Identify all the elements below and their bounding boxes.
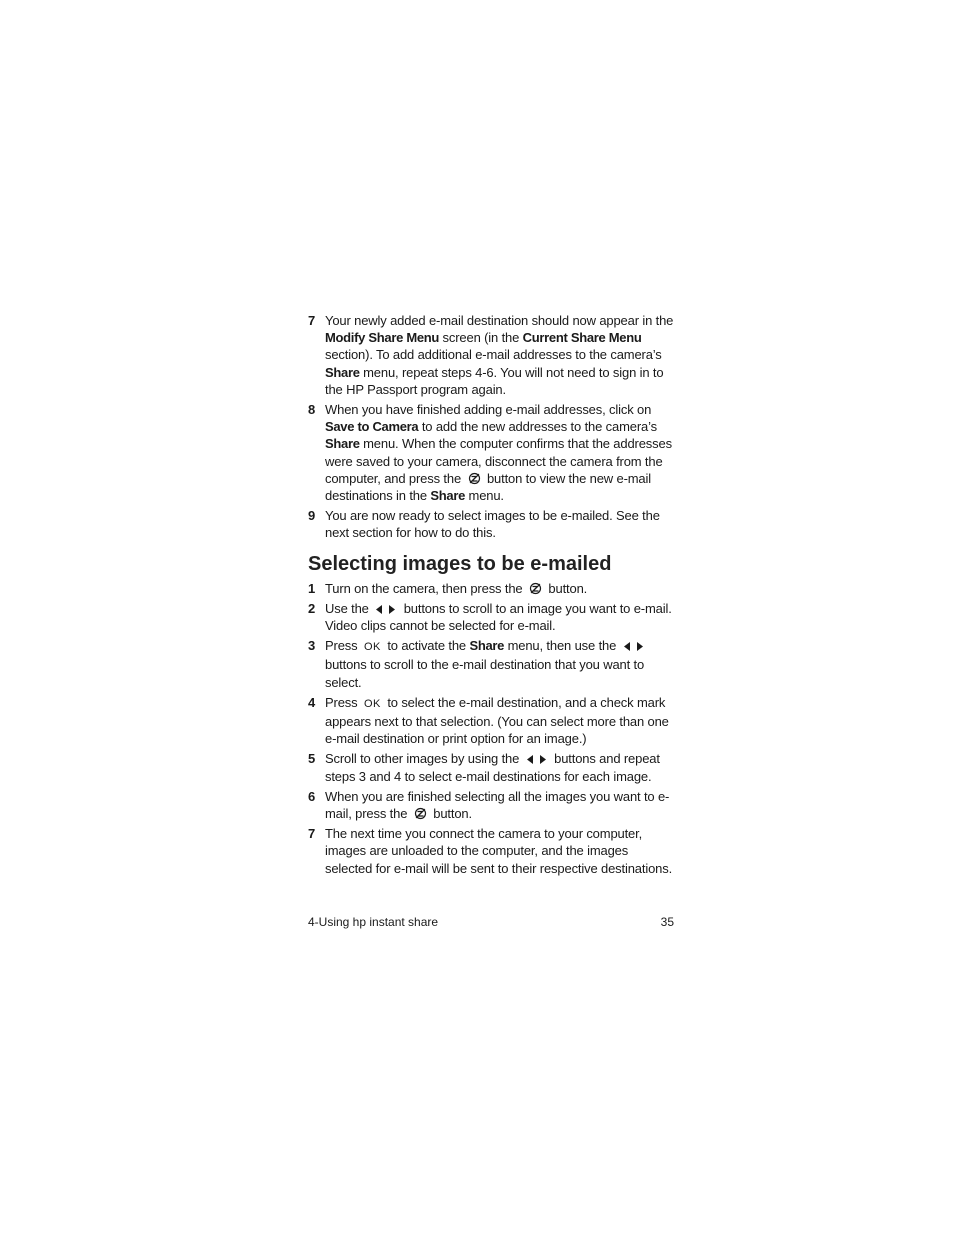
ui-term: Share [325,364,360,380]
page-footer [308,915,674,929]
share-button-icon [414,807,427,820]
left-right-arrows-icon [623,641,645,652]
ui-term: Share [469,638,505,654]
step-8: 8 When you have finished adding e-mail addresses, click on Save to Camera to add the new addresses to the camera’s Share menu. When the computer confirms that the addresses were saved to your camera, disconnect the camera from the computer, and press the button to view the new e-mail destinations in the Share menu. [308,402,672,504]
step-number: 9 [308,508,316,524]
step-number: 3 [308,638,316,654]
share-button-icon [468,472,481,485]
step-7b: 7 The next time you connect the camera to your computer, images are unloaded to the computer, and the images selected for e-mail will be sent to their respective destinations. [308,826,673,876]
step-4: 4 Press OK to select the e-mail destination, and a check mark appears next to that selection. (You can select more than one e-mail destination or print option for an image.) [308,694,669,747]
step-3: 3 Press OK to activate the Share menu, then use the buttons to scroll to the e-mail destination that you want to select. [308,638,645,690]
page-content [308,312,676,880]
step-6: 6 When you are finished selecting all the images you want to e-mail, press the button. [308,788,670,822]
step-number: 8 [308,402,316,418]
left-right-arrows-icon [375,604,397,615]
step-2: 2 Use the buttons to scroll to an image you want to e-mail. Video clips cannot be selected for e-mail. [308,600,672,634]
step-number: 4 [308,694,316,710]
ok-button-label: OK [363,697,381,710]
step-number: 2 [308,600,316,616]
ui-term: Save to Camera [325,419,419,435]
step-number: 7 [308,313,316,328]
left-right-arrows-icon [526,754,548,765]
step-number: 1 [308,580,316,596]
step-1: 1 Turn on the camera, then press the button. [308,580,588,596]
ui-term: Modify Share Menu [325,330,440,346]
page-number: 35 [660,915,674,929]
step-5: 5 Scroll to other images by using the buttons and repeat steps 3 and 4 to select e-mail destinations for each image. [308,751,660,784]
step-number: 7 [308,826,316,842]
ok-button-label: OK [363,641,381,654]
share-button-icon [529,582,542,595]
ui-term: Share [325,436,360,452]
step-number: 5 [308,751,316,767]
step-7: 7 Your newly added e-mail destination should now appear in the Modify Share Menu screen (in the Current Share Menu section). To add additional e-mail addresses to the camera’s Share menu, repeat steps 4-6. You will not need to sign in to the HP Passport program again. [308,313,674,397]
ui-term: Share [430,488,466,504]
step-number: 6 [308,788,316,804]
section-title: Selecting images to be e-mailed [308,552,612,575]
step-9: 9 You are now ready to select images to be e-mailed. See the next section for how to do this. [308,508,660,541]
chapter-title: 4-Using hp instant share [308,915,439,929]
ui-term: Current Share Menu [522,330,642,346]
